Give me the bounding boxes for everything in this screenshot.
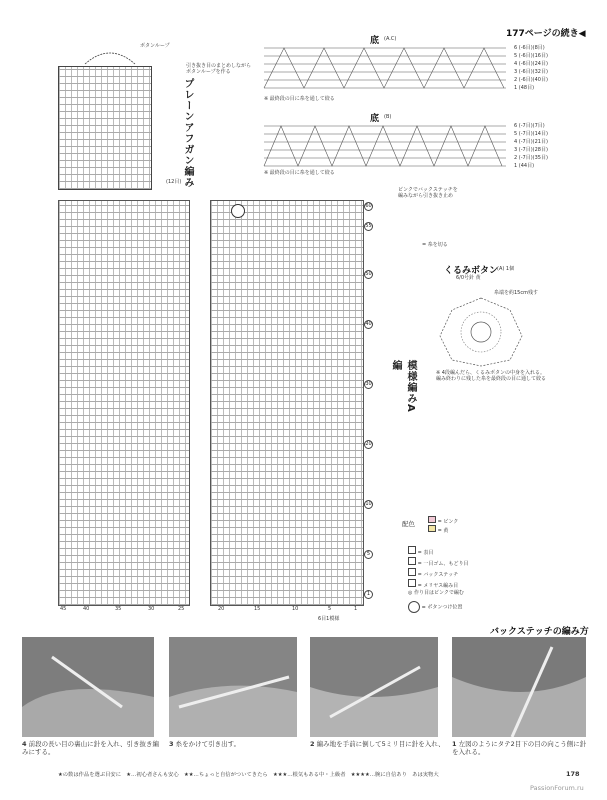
x-tick: 30 [148, 606, 155, 612]
plain-afghan-title: プレーンアフガン編み [182, 78, 193, 188]
legend-text: = 表目 [417, 550, 434, 556]
pattern-repeat-label: 6目1模様 [318, 616, 340, 622]
symbol-legend [408, 546, 598, 614]
legend-item [408, 579, 598, 590]
step-4-photo [22, 637, 154, 737]
x-tick: 10 [292, 606, 299, 612]
bottom-c-note: ※ 最終段の目に糸を通して絞る [264, 96, 335, 102]
pink-backstitch-note: ピンクでバックステッチを 編みながら引き抜き止め [398, 187, 458, 199]
x-tick: 5 [328, 606, 332, 612]
row-count: 4 (-6目)(24目) [514, 61, 548, 67]
step-number: 4 [22, 740, 27, 748]
step-4-caption [22, 740, 162, 756]
x-axis [58, 606, 362, 614]
step-number: 3 [169, 740, 174, 748]
row-count: 6 (-7目)(7目) [514, 123, 545, 129]
bottom-b-chart [262, 122, 508, 168]
bottom-c-rows [514, 45, 604, 93]
button-sub: (A) 1個 [497, 266, 515, 272]
row-count: 4 (-7目)(21目) [514, 139, 548, 145]
step-1-caption [452, 740, 592, 756]
row-count: 1 (44目) [514, 163, 535, 169]
row-count: 5 (-7目)(14目) [514, 131, 548, 137]
bottom-b-note: ※ 最終段の目に糸を通して絞る [264, 170, 335, 176]
row-count: 2 (-7目)(35目) [514, 155, 548, 161]
step-text: 糸をかけて引き出す。 [175, 740, 241, 748]
button-position-marker [231, 204, 245, 218]
step-text: 左図のようにタテ2目下の目の向こう側に針を入れる。 [452, 740, 587, 756]
pattern-chart-left [58, 200, 190, 606]
bottom-b-sub: (B) [384, 114, 392, 120]
bottom-c-sub: (A.C) [384, 36, 397, 42]
row-count: 5 (-6目)(16目) [514, 53, 548, 59]
x-tick: 1 [354, 606, 358, 612]
color-item-label: = 黄 [437, 528, 449, 534]
legend-text: = 一目ゴム、もどり目 [417, 561, 469, 567]
chart-gap [190, 200, 208, 604]
pattern-a-label: 模様編みA編 [390, 360, 416, 413]
legend-text: = ボタンつけ位置 [421, 604, 463, 611]
step-1-photo [452, 637, 586, 737]
legend-item [408, 557, 598, 568]
bottom-c-chart [262, 44, 508, 90]
step-3-photo [169, 637, 297, 737]
x-tick: 20 [218, 606, 225, 612]
step-2-photo [310, 637, 438, 737]
colors-label: 配色 [402, 520, 415, 528]
button-loop-note: 引き抜き目のまとめしながら ボタンループを作る [186, 63, 252, 75]
backstitch-title: バックステッチの編み方 [490, 627, 589, 637]
yellow-swatch [428, 525, 436, 532]
step-number: 2 [310, 740, 315, 748]
legend-item [408, 546, 598, 557]
button-chart [436, 296, 526, 368]
legend-text: = メリヤス編み目 [417, 583, 459, 589]
row-count: 2 (-6目)(40目) [514, 77, 548, 83]
row-count: 3 (-7目)(28目) [514, 147, 548, 153]
color-yellow [428, 525, 458, 534]
legend-text: ◎ 作り目はピンクで編む [408, 590, 464, 596]
button-loop-label: ボタンループ [140, 43, 170, 49]
legend-item [408, 590, 598, 601]
continued-label: 177ページの続き◀ [506, 29, 586, 39]
bottom-b-rows [514, 123, 604, 171]
x-tick: 25 [178, 606, 185, 612]
x-tick: 35 [115, 606, 122, 612]
x-tick: 15 [254, 606, 261, 612]
plain-afghan-count: (12目) [166, 179, 182, 185]
pattern-chart-right [210, 200, 364, 606]
x-tick: 45 [60, 606, 67, 612]
color-items [428, 516, 458, 534]
bottom-b-title: 底 [370, 114, 380, 124]
button-note: ※ 4段編んだら、くるみボタンの中身を入れる。 編み終わりに残した糸を最終段の目に通して絞る [436, 370, 547, 382]
button-hook: 6/0号針 黄 [456, 275, 481, 281]
difficulty-legend: ★の数は作品を選ぶ目安に ★…初心者さんも安心 ★★…ちょっと自信がついてきたら ★★★…根気もある中・上級者 ★★★★…腕に自信あり あは実物大 [58, 772, 439, 778]
step-2-caption [310, 740, 446, 748]
chart-row-markers: 60 55 50 40 30 20 10 5 1 [365, 203, 372, 597]
step-number: 1 [452, 740, 457, 748]
color-item-label: = ピンク [437, 519, 459, 525]
legend-item [408, 601, 598, 614]
pink-swatch [428, 516, 436, 523]
row-count: 3 (-6目)(32目) [514, 69, 548, 75]
legend-text: = バックステッチ [417, 572, 459, 578]
step-text: 前段の長い目の裏山に針を入れ、引き抜き編みにする。 [22, 740, 159, 756]
plain-afghan-chart [58, 66, 152, 190]
color-pink [428, 516, 458, 525]
row-count: 6 (-6目)(8目) [514, 45, 545, 51]
row-count: 1 (48目) [514, 85, 535, 91]
button-loop-diagram [80, 48, 140, 66]
button-title: くるみボタン [444, 266, 499, 276]
step-3-caption [169, 740, 299, 748]
legend-item [408, 568, 598, 579]
button-thread-note: 糸端を約15cm残す [494, 290, 538, 296]
x-tick: 40 [83, 606, 90, 612]
page-number: 178 [566, 770, 580, 778]
cut-thread-legend: = 糸を切る [422, 242, 448, 248]
step-text: 編み地を手前に倒して5ミリ目に針を入れ、 [316, 740, 445, 748]
bottom-c-title: 底 [370, 36, 380, 46]
site-watermark: PassionForum.ru [530, 784, 584, 792]
